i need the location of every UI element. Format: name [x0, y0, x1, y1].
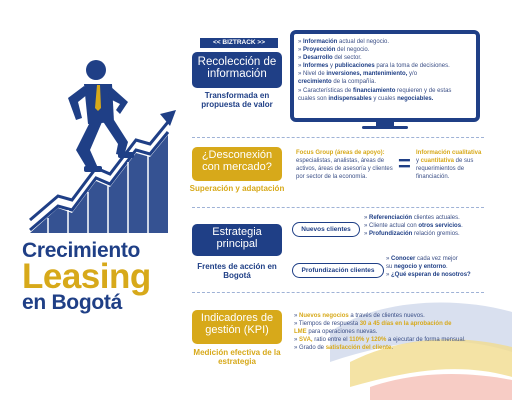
s3-list2-item-2: » ¿Qué esperan de nosotros? — [386, 272, 471, 279]
main-title — [22, 240, 190, 313]
section3-heading: Estrategia principal — [192, 224, 282, 256]
s1-item-1: » Información actual del negocio. — [298, 39, 390, 45]
section3-caption: Frentes de acción en Bogotá — [197, 262, 277, 280]
section2-heading: ¿Desconexión con mercado? — [192, 147, 282, 181]
s3-list1-item-2: » Cliente actual con otros servicios. — [364, 223, 463, 230]
s3-list2-item-1: » Conocer cada vez mejor — [386, 256, 458, 262]
information-text: Información cualitativa y cuantitativa de sus requerimientos de financiación. — [416, 150, 482, 181]
s1-item-6: » Características de financiamiento requieren y de estas — [298, 87, 452, 94]
s1-item-5b: crecimiento de la compañía. — [298, 79, 377, 86]
title-line-2: Leasing — [22, 257, 151, 296]
section4-list — [294, 312, 486, 352]
title-line-3: en Bogotá — [22, 291, 122, 314]
divider-1 — [192, 137, 484, 138]
growth-illustration — [28, 58, 178, 233]
section4-caption: Medición efectiva de la estrategia — [193, 348, 281, 366]
equals-sign: = — [398, 151, 411, 176]
s3-list1-item-3: » Profundización relación gremios. — [364, 231, 460, 238]
title-line-1: Crecimiento — [22, 239, 141, 262]
section1-caption: Transformada en propuesta de valor — [201, 91, 273, 109]
s4-item-3: » SVA, ratio entre el 110% y 120% a ejecutar de forma mensual. — [294, 337, 466, 344]
monitor-base — [362, 126, 408, 129]
focus-group-body: especialistas, analistas, áreas de activos, áreas de asesoría y clientes por sector de la economía. — [296, 158, 393, 181]
s4-item-2: » Tiempos de respuesta 30 a 45 días en la aprobación de — [294, 321, 452, 328]
s4-item-4: » Grado de satisfacción del cliente. — [294, 345, 394, 352]
s3-list2-item-1b: su negocio y entorno. — [386, 264, 448, 271]
section1-heading: Recolección de información — [192, 52, 282, 88]
s1-item-3: » Desarrollo del sector. — [298, 55, 362, 62]
section4-heading: Indicadores de gestión (KPI) — [192, 310, 282, 344]
focus-group-text — [296, 149, 396, 181]
oval-client-deepening: Profundización clientes — [292, 263, 384, 278]
s4-item-1: » Nuevos negocios a través de clientes nuevos. — [294, 313, 425, 319]
s4-item-2b: LME para operaciones nuevas. — [294, 329, 378, 336]
section3-list-2 — [386, 255, 486, 279]
section3-list-1 — [364, 214, 486, 238]
s1-item-2: » Proyección del negocio. — [298, 47, 370, 54]
s1-item-5: » Nivel de inversiones, mantenimiento, y/o — [298, 71, 418, 78]
climbing-man-icon — [68, 60, 134, 172]
divider-2 — [192, 207, 484, 208]
s1-item-6b: cuales son indispensables y cuales negociables. — [298, 95, 434, 102]
oval-new-clients: Nuevos clientes — [292, 222, 360, 237]
section1-list — [298, 38, 476, 103]
s1-item-4: » Informes y publicaciones para la toma de decisiones. — [298, 63, 450, 70]
section2-caption: Superación y adaptación — [189, 184, 285, 193]
biztrack-label: << BIZTRACK >> — [200, 38, 278, 48]
focus-group-title: Focus Group (áreas de apoyo): — [296, 150, 385, 156]
s3-list1-item-1: » Referenciación clientes actuales. — [364, 215, 460, 221]
